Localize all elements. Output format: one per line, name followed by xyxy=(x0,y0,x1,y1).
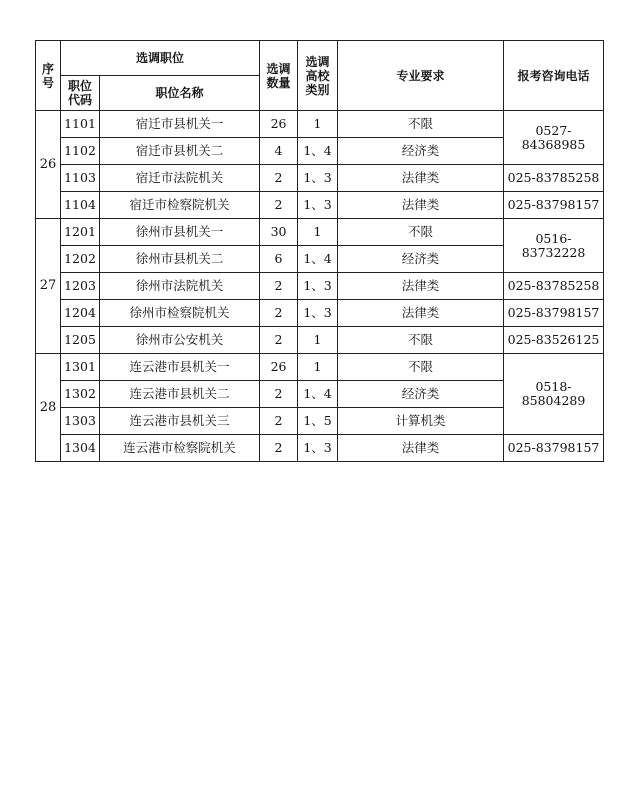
cell-count: 2 xyxy=(260,435,298,462)
cell-school: 1、4 xyxy=(298,138,338,165)
cell-code: 1302 xyxy=(61,381,100,408)
table-row xyxy=(36,219,604,246)
cell-code: 1102 xyxy=(61,138,100,165)
cell-school: 1、5 xyxy=(298,408,338,435)
header-position-group: 选调职位 xyxy=(61,41,260,76)
cell-major: 法律类 xyxy=(338,435,504,462)
table-row xyxy=(36,435,604,462)
cell-major: 不限 xyxy=(338,354,504,381)
table-row xyxy=(36,111,604,138)
cell-phone: 025-83785258 xyxy=(504,273,604,300)
header-phone: 报考咨询电话 xyxy=(504,41,604,111)
cell-name: 徐州市县机关二 xyxy=(100,246,260,273)
cell-school: 1 xyxy=(298,111,338,138)
table-row xyxy=(36,192,604,219)
cell-phone: 025-83526125 xyxy=(504,327,604,354)
cell-code: 1303 xyxy=(61,408,100,435)
cell-school: 1、3 xyxy=(298,300,338,327)
cell-name: 宿迁市县机关一 xyxy=(100,111,260,138)
cell-name: 徐州市法院机关 xyxy=(100,273,260,300)
cell-name: 连云港市县机关三 xyxy=(100,408,260,435)
cell-count: 2 xyxy=(260,381,298,408)
cell-major: 法律类 xyxy=(338,192,504,219)
cell-major: 法律类 xyxy=(338,273,504,300)
cell-major: 法律类 xyxy=(338,165,504,192)
cell-name: 宿迁市法院机关 xyxy=(100,165,260,192)
table-row xyxy=(36,354,604,381)
cell-code: 1101 xyxy=(61,111,100,138)
cell-name: 连云港市检察院机关 xyxy=(100,435,260,462)
cell-school: 1、3 xyxy=(298,273,338,300)
cell-count: 26 xyxy=(260,111,298,138)
cell-count: 26 xyxy=(260,354,298,381)
header-code: 职位代码 xyxy=(61,76,100,111)
cell-count: 2 xyxy=(260,408,298,435)
cell-count: 2 xyxy=(260,327,298,354)
cell-school: 1 xyxy=(298,219,338,246)
cell-code: 1202 xyxy=(61,246,100,273)
header-major: 专业要求 xyxy=(338,41,504,111)
cell-name: 徐州市公安机关 xyxy=(100,327,260,354)
cell-count: 2 xyxy=(260,192,298,219)
cell-phone: 025-83785258 xyxy=(504,165,604,192)
table-row xyxy=(36,165,604,192)
header-row-1 xyxy=(36,41,604,76)
cell-major: 经济类 xyxy=(338,138,504,165)
cell-phone: 025-83798157 xyxy=(504,192,604,219)
cell-major: 法律类 xyxy=(338,300,504,327)
cell-code: 1204 xyxy=(61,300,100,327)
header-count: 选调数量 xyxy=(260,41,298,111)
cell-count: 6 xyxy=(260,246,298,273)
header-name: 职位名称 xyxy=(100,76,260,111)
cell-school: 1、4 xyxy=(298,381,338,408)
cell-major: 经济类 xyxy=(338,381,504,408)
cell-major: 计算机类 xyxy=(338,408,504,435)
table-row xyxy=(36,327,604,354)
cell-phone: 025-83798157 xyxy=(504,435,604,462)
cell-count: 2 xyxy=(260,300,298,327)
cell-count: 4 xyxy=(260,138,298,165)
cell-name: 连云港市县机关一 xyxy=(100,354,260,381)
cell-major: 经济类 xyxy=(338,246,504,273)
cell-count: 2 xyxy=(260,273,298,300)
table-row xyxy=(36,273,604,300)
cell-phone: 0516-83732228 xyxy=(504,219,604,273)
cell-school: 1、3 xyxy=(298,192,338,219)
cell-phone: 0518-85804289 xyxy=(504,354,604,435)
header-seq: 序号 xyxy=(36,41,61,111)
cell-major: 不限 xyxy=(338,327,504,354)
cell-major: 不限 xyxy=(338,219,504,246)
cell-code: 1301 xyxy=(61,354,100,381)
cell-name: 宿迁市县机关二 xyxy=(100,138,260,165)
cell-phone: 025-83798157 xyxy=(504,300,604,327)
cell-code: 1103 xyxy=(61,165,100,192)
group-seq: 26 xyxy=(36,111,61,219)
cell-phone: 0527-84368985 xyxy=(504,111,604,165)
cell-name: 徐州市检察院机关 xyxy=(100,300,260,327)
cell-code: 1104 xyxy=(61,192,100,219)
cell-major: 不限 xyxy=(338,111,504,138)
group-seq: 28 xyxy=(36,354,61,462)
cell-name: 徐州市县机关一 xyxy=(100,219,260,246)
recruitment-table xyxy=(35,40,604,462)
cell-code: 1205 xyxy=(61,327,100,354)
cell-school: 1、3 xyxy=(298,165,338,192)
cell-count: 2 xyxy=(260,165,298,192)
cell-code: 1201 xyxy=(61,219,100,246)
cell-school: 1 xyxy=(298,354,338,381)
cell-count: 30 xyxy=(260,219,298,246)
cell-name: 连云港市县机关二 xyxy=(100,381,260,408)
cell-school: 1、3 xyxy=(298,435,338,462)
cell-code: 1203 xyxy=(61,273,100,300)
cell-name: 宿迁市检察院机关 xyxy=(100,192,260,219)
cell-school: 1 xyxy=(298,327,338,354)
header-school-type: 选调高校类别 xyxy=(298,41,338,111)
cell-school: 1、4 xyxy=(298,246,338,273)
group-seq: 27 xyxy=(36,219,61,354)
cell-code: 1304 xyxy=(61,435,100,462)
table-row xyxy=(36,300,604,327)
